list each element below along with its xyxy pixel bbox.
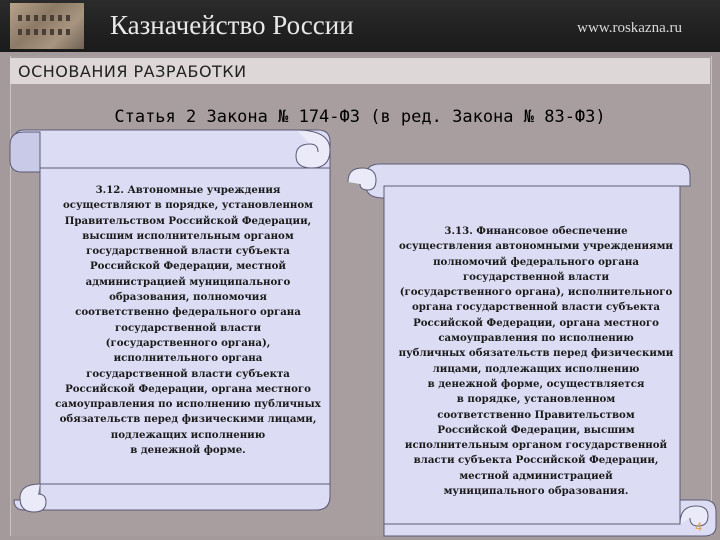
app-title: Казначейство России [110, 10, 354, 40]
law-title: Статья 2 Закона № 174-ФЗ (в ред. Закона № 83-ФЗ) [114, 107, 606, 127]
site-url[interactable]: www.roskazna.ru [577, 20, 682, 36]
page-number: 4 [695, 520, 702, 534]
article-3-13-text: 3.13. Финансовое обеспечение осуществления автономными учреждениями полномочий федерального органа государственной власти (государственного органа), исполнительного органа государственной власти субъекта Российской Федерации, органа местного самоуправления по исполнению публичных обязательств перед физическими лицами, подлежащих исполнению в денежной форме, осуществляется в порядке, установленном соответственно Правительством Российской Федерации, высшим исполнительным органом государственной власти субъекта Российской Федерации, местной администрацией муниципального образования. [398, 225, 674, 498]
section-title: ОСНОВАНИЯ РАЗРАБОТКИ [18, 62, 247, 81]
article-3-12-text: 3.12. Автономные учреждения осуществляют в порядке, установленном Правительством Российской Федерации, высшим исполнительным органом государственной власти субъекта Российской Федерации, местной администрацией муниципального образования, полномочия соответственно федерального органа государственной власти (государственного органа), исполнительного органа государственной власти субъекта Российской Федерации, органа местного самоуправления по исполнению публичных обязательств перед физическими лицами, подлежащих исполнению в денежной форме. [55, 184, 321, 457]
